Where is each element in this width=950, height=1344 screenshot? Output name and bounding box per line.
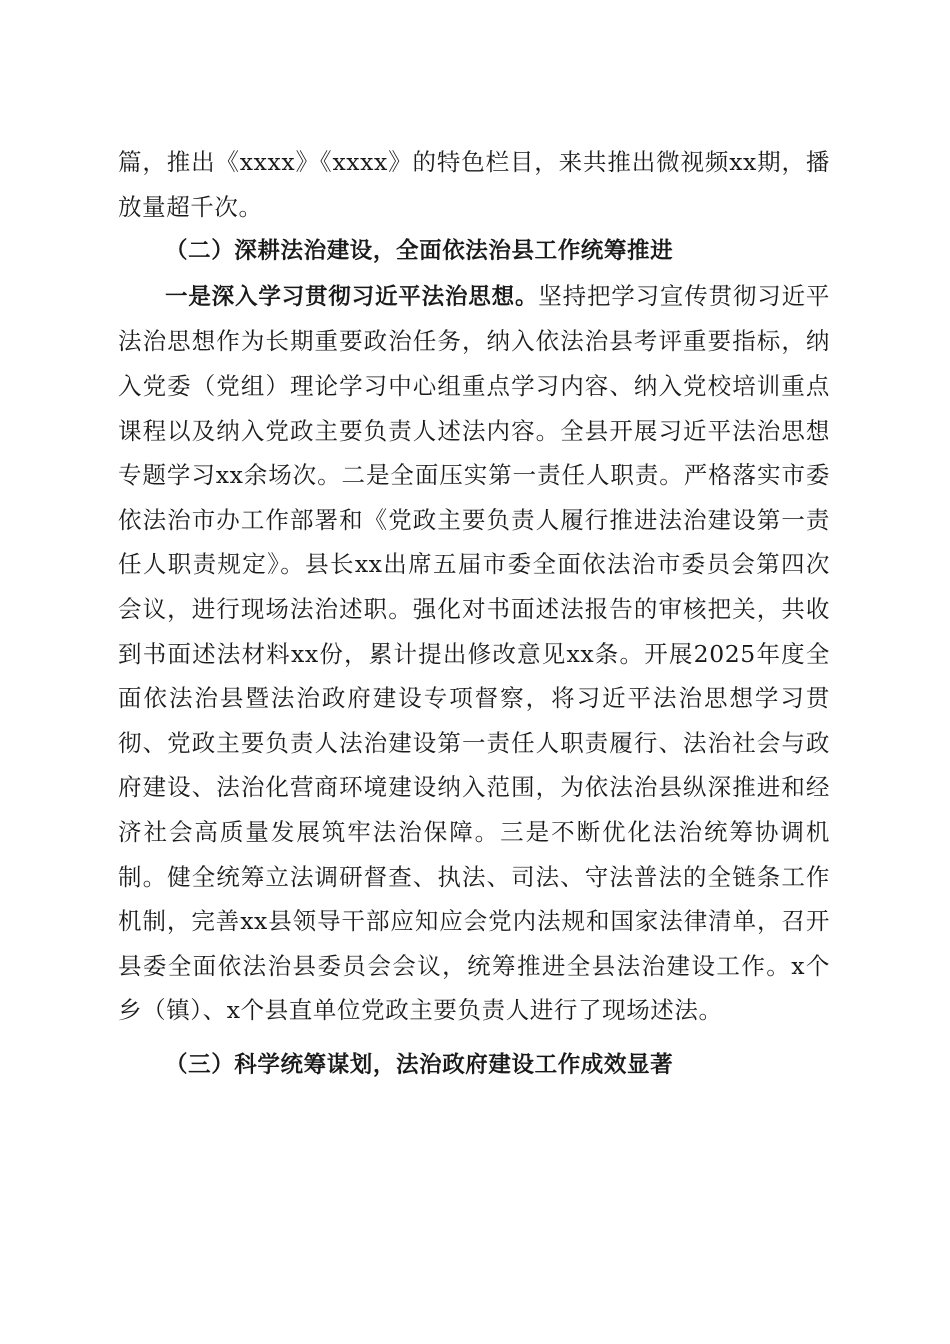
document-body bbox=[118, 140, 830, 1087]
section-2-paragraph bbox=[118, 274, 830, 1033]
section-3-heading: （三）科学统筹谋划，法治政府建设工作成效显著 bbox=[165, 1051, 674, 1078]
section-2-heading: （二）深耕法治建设，全面依法治县工作统筹推进 bbox=[165, 238, 674, 265]
section-2-body-text: 坚持把学习宣传贯彻习近平法治思想作为长期重要政治任务，纳入依法治县考评重要指标，纳入党委（党组）理论学习中心组重点学习内容、纳入党校培训重点课程以及纳入党政主要负责人述法内容。全县开展习近平法治思想专题学习xx余场次。二是全面压实第一责任人职责。严格落实市委依法治市办工作部署和《党政主要负责人履行推进法治建设第一责任人职责规定》。县长xx出席五届市委全面依法治市委员会第四次会议，进行现场法治述职。强化对书面述法报告的审核把关，共收到书面述法材料xx份，累计提出修改意见xx条。开展2025年度全面依法治县暨法治政府建设专项督察，将习近平法治思想学习贯彻、党政主要负责人法治建设第一责任人职责履行、法治社会与政府建设、法治化营商环境建设纳入范围，为依法治县纵深推进和经济社会高质量发展筑牢法治保障。三是不断优化法治统筹协调机制。健全统筹立法调研督查、执法、司法、守法普法的全链条工作机制，完善xx县领导干部应知应会党内法规和国家法律清单，召开县委全面依法治县委员会会议，统筹推进全县法治建设工作。x个乡（镇）、x个县直单位党政主要负责人进行了现场述法。 bbox=[118, 281, 831, 1025]
continuation-paragraph: 篇，推出《xxxx》《xxxx》的特色栏目，来共推出微视频xx期，播放量超千次。 bbox=[118, 148, 830, 221]
section-2-lead-sentence: 一是深入学习贯彻习近平法治思想。 bbox=[165, 283, 539, 310]
